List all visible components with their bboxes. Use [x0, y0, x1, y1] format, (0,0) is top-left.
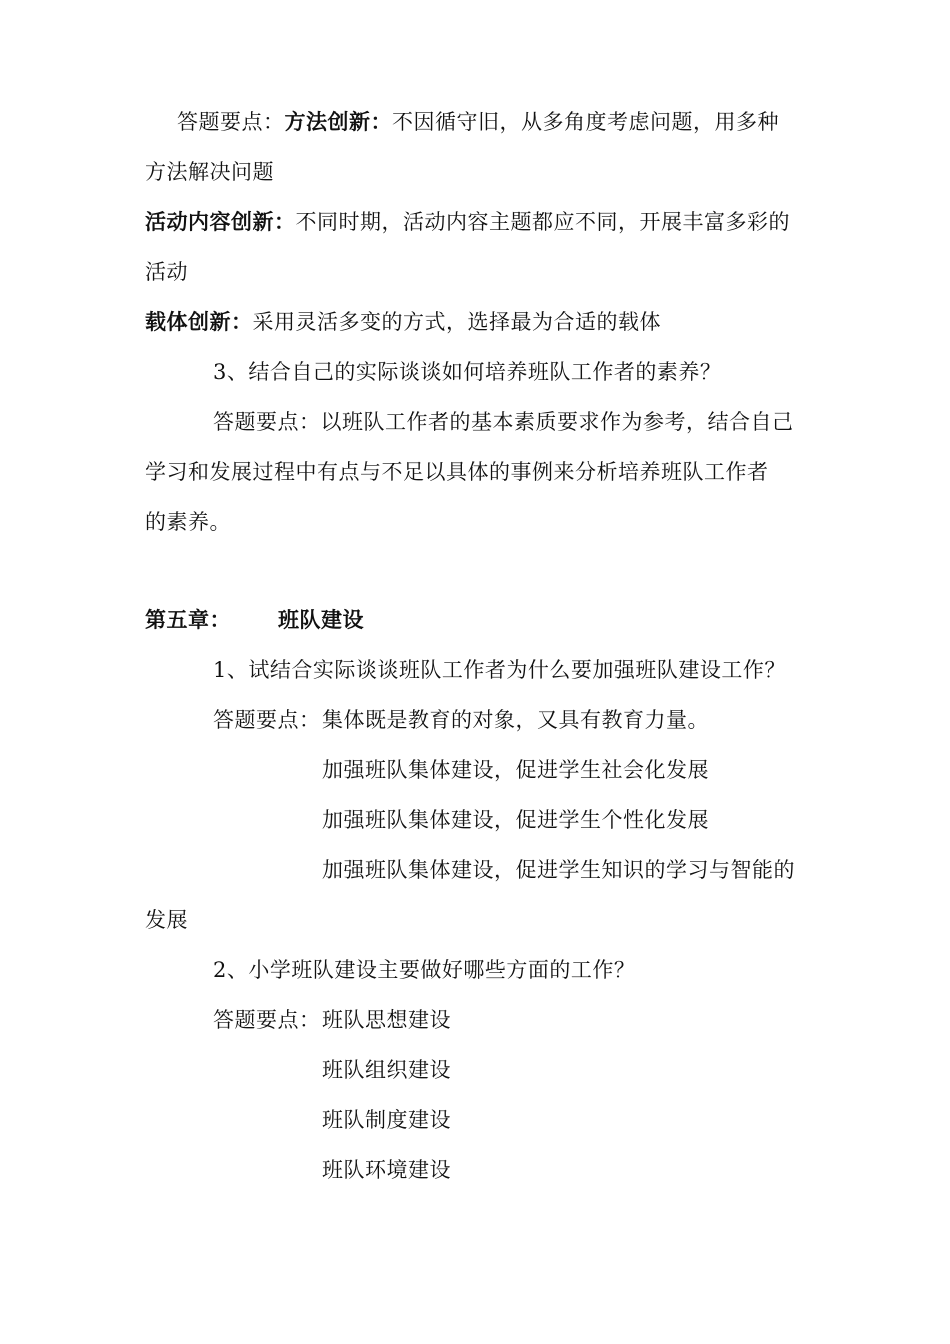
carrier-innovation-label: 载体创新： [145, 309, 253, 334]
question-2-point: 班队环境建设 [322, 1158, 451, 1182]
question-1-point-2: 加强班队集体建设，促进学生个性化发展 [322, 808, 709, 832]
question-3-answer-line-1: 答题要点：以班队工作者的基本素质要求作为参考，结合自己 [213, 410, 794, 434]
method-innovation-text: 不因循守旧，从多角度考虑问题，用多种 [392, 110, 779, 134]
question-3: 3、结合自己的实际谈谈如何培养班队工作者的素养？ [213, 360, 722, 384]
question-1-answer-line-1: 集体既是教育的对象，又具有教育力量。 [322, 708, 709, 732]
method-innovation-label: 方法创新： [284, 109, 392, 134]
question-1-point-3-continuation: 发展 [145, 908, 188, 932]
method-innovation-continuation: 方法解决问题 [145, 160, 274, 184]
question-1-answer-prefix: 答题要点： [213, 708, 321, 732]
question-2-point: 班队思想建设 [322, 1008, 451, 1032]
question-3-answer-line-2: 学习和发展过程中有点与不足以具体的事例来分析培养班队工作者 [145, 460, 769, 484]
activity-innovation-continuation: 活动 [145, 260, 188, 284]
carrier-innovation-text: 采用灵活多变的方式，选择最为合适的载体 [252, 310, 661, 334]
question-2-answer-prefix: 答题要点： [213, 1008, 321, 1032]
question-2: 2、小学班队建设主要做好哪些方面的工作？ [213, 958, 636, 982]
activity-innovation-label: 活动内容创新： [145, 209, 296, 234]
question-2-point: 班队制度建设 [322, 1108, 451, 1132]
question-3-answer-line-3: 的素养。 [145, 510, 231, 534]
answer-prefix: 答题要点： [177, 110, 285, 134]
activity-innovation-text: 不同时期，活动内容主题都应不同，开展丰富多彩的 [295, 210, 790, 234]
method-innovation-line [177, 107, 779, 137]
chapter-5-title: 班队建设 [278, 607, 364, 632]
activity-innovation-line [145, 207, 790, 237]
question-2-point: 班队组织建设 [322, 1058, 451, 1082]
question-1: 1、试结合实际谈谈班队工作者为什么要加强班队建设工作？ [213, 658, 786, 682]
chapter-5-label: 第五章： [145, 607, 231, 632]
question-1-point-1: 加强班队集体建设，促进学生社会化发展 [322, 758, 709, 782]
carrier-innovation-line [145, 307, 661, 337]
question-1-point-3: 加强班队集体建设，促进学生知识的学习与智能的 [322, 858, 795, 882]
